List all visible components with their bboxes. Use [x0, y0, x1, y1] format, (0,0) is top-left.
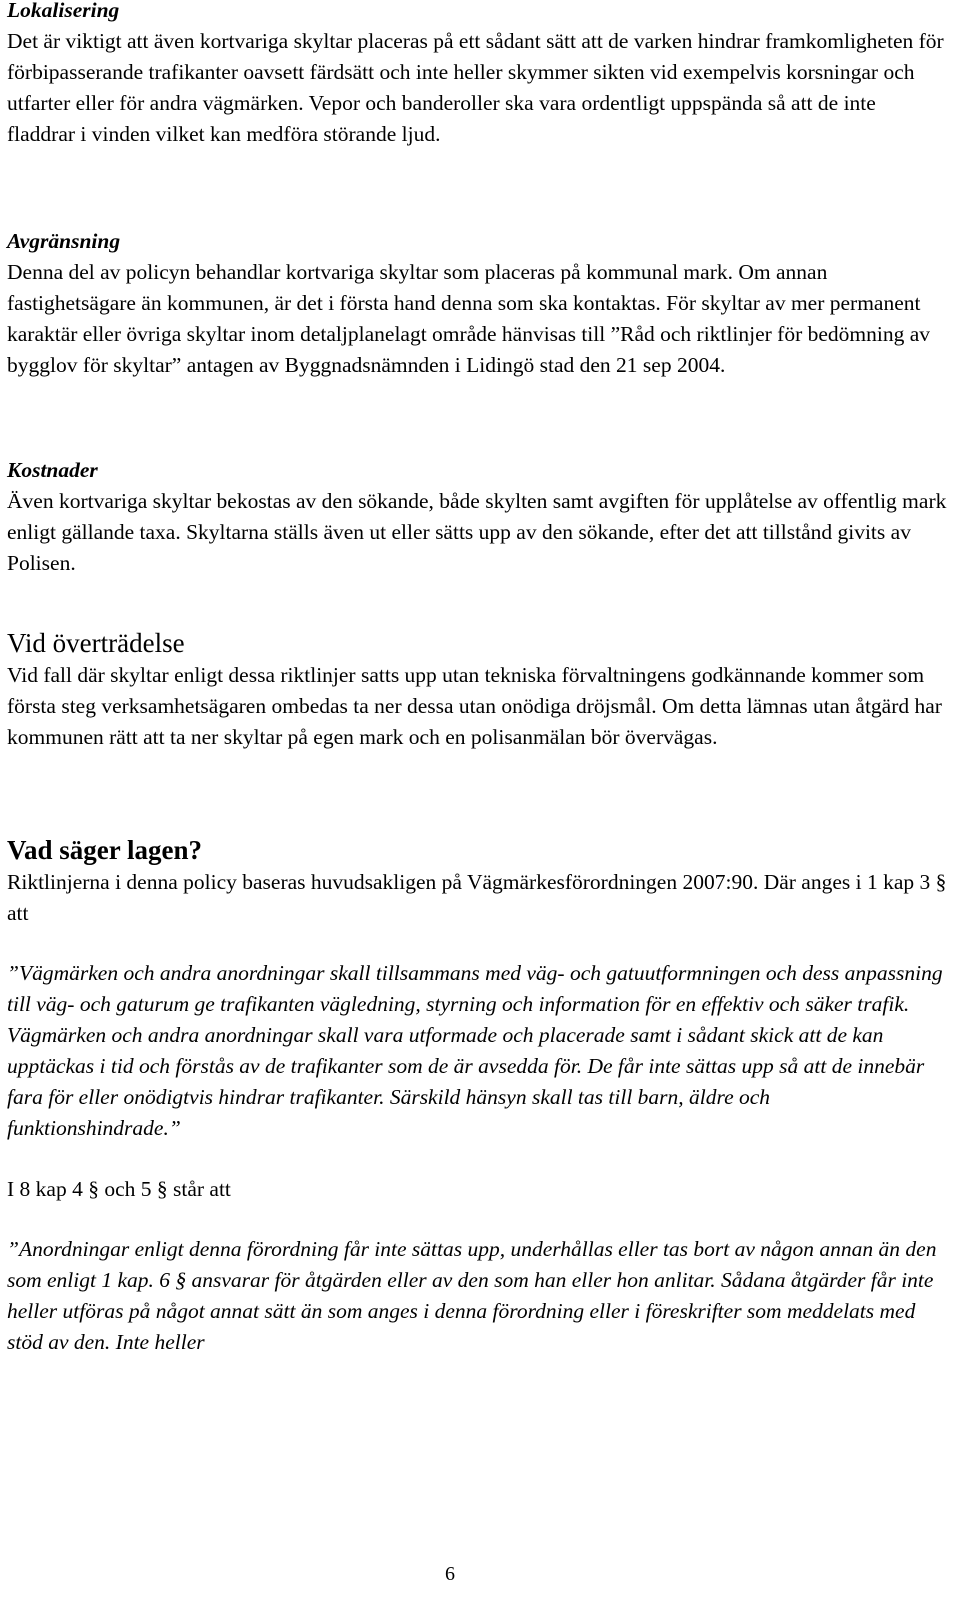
heading-lokalisering: Lokalisering [7, 0, 120, 22]
heading-avgransning: Avgränsning [7, 229, 121, 253]
heading-overtradelse: Vid överträdelse [7, 628, 185, 658]
heading-kostnader: Kostnader [7, 458, 98, 482]
heading-lagen: Vad säger lagen? [7, 835, 203, 865]
section-lagen [7, 833, 947, 1358]
page-number: 6 [445, 1563, 455, 1585]
paragraph-lagen: Riktlinjerna i denna policy baseras huvudsakligen på Vägmärkesförordningen 2007:90. Där anges i 1 kap 3 § att [7, 870, 947, 925]
quote-vagmarken: ”Vägmärken och andra anordningar skall tillsammans med väg- och gatuutformningen och dess anpassning till väg- och gaturum ge trafikanten vägledning, styrning och information för en effektiv och säker trafik. Vägmärken och andra anordningar skall vara utformade och placerade samt i sådant skick att de kan upptäckas i tid och förstås av de trafikanter som de är avsedda för. De får inte sättas upp så att de innebär fara för eller onödigtvis hindrar trafikanter. Särskild hänsyn skall tas till barn, äldre och funktionshindrade.” [7, 961, 943, 1140]
paragraph-kostnader: Även kortvariga skyltar bekostas av den sökande, både skylten samt avgiften för upplåtelse av offentlig mark enligt gällande taxa. Skyltarna ställs även ut eller sätts upp av den sökande, efter det att tillstånd givits av Polisen. [7, 489, 947, 575]
section-avgransning [7, 226, 947, 381]
section-lokalisering [7, 0, 947, 150]
paragraph-8-kap: I 8 kap 4 § och 5 § står att [7, 1177, 231, 1201]
quote-anordningar: ”Anordningar enligt denna förordning får inte sättas upp, underhållas eller tas bort av någon annan än den som enligt 1 kap. 6 § ansvarar för åtgärden eller av den som han eller hon anlitar. Sådana åtgärder får inte heller utföras på något annat sätt än som anges i denna förordning eller i föreskrifter som meddelats med stöd av den. Inte heller [7, 1237, 937, 1354]
paragraph-lokalisering: Det är viktigt att även kortvariga skyltar placeras på ett sådant sätt att de varken hindrar framkomligheten för förbipasserande trafikanter oavsett färdsätt och inte heller skymmer sikten vid exempelvis korsningar och utfarter eller för andra vägmärken. Vepor och banderoller ska vara ordentligt uppspända så att de inte fladdrar i vinden vilket kan medföra störande ljud. [7, 29, 944, 146]
paragraph-overtradelse: Vid fall där skyltar enligt dessa riktlinjer satts upp utan tekniska förvaltningens godkännande kommer som första steg verksamhetsägaren ombedas ta ner dessa utan onödiga dröjsmål. Om detta lämnas utan åtgärd har kommunen rätt att ta ner skyltar på egen mark och en polisanmälan bör övervägas. [7, 663, 942, 749]
section-kostnader [7, 455, 947, 579]
paragraph-avgransning: Denna del av policyn behandlar kortvariga skyltar som placeras på kommunal mark. Om annan fastighetsägare än kommunen, är det i första hand denna som ska kontaktas. För skyltar av mer permanent karaktär eller övriga skyltar inom detaljplanelagt område hänvisas till ”Råd och riktlinjer för bedömning av bygglov för skyltar” antagen av Byggnadsnämnden i Lidingö stad den 21 sep 2004. [7, 260, 931, 377]
section-overtradelse [7, 626, 947, 753]
